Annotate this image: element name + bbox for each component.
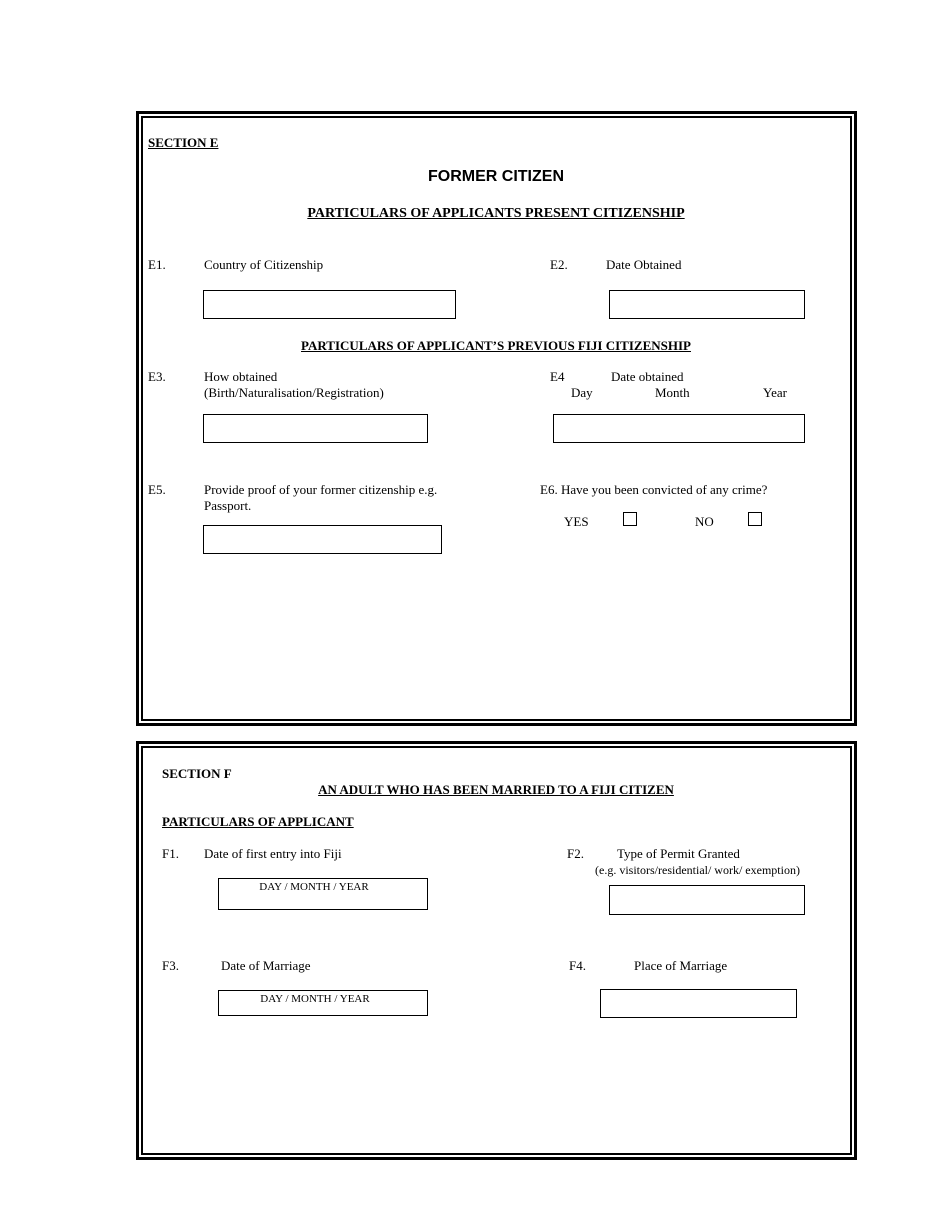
marriage-date-format: DAY / MONTH / YEAR <box>260 993 370 1005</box>
f1-label: Date of first entry into Fiji <box>204 846 342 861</box>
section-f-title: AN ADULT WHO HAS BEEN MARRIED TO A FIJI CITIZEN <box>318 782 674 797</box>
e4-month-label: Month <box>655 385 690 400</box>
e4-day-label: Day <box>571 385 593 400</box>
date-obtained-field[interactable] <box>609 290 805 319</box>
e3-label: How obtained <box>204 369 278 384</box>
proof-of-citizenship-field[interactable] <box>203 525 442 554</box>
e6-no-checkbox[interactable] <box>748 512 762 526</box>
f3-label: Date of Marriage <box>221 958 311 973</box>
previous-date-obtained-field[interactable] <box>553 414 805 443</box>
previous-citizenship-subtitle: PARTICULARS OF APPLICANT’S PREVIOUS FIJI CITIZENSHIP <box>301 338 691 353</box>
e4-label: Date obtained <box>611 369 684 384</box>
f4-label: Place of Marriage <box>634 958 728 973</box>
permit-type-field[interactable] <box>609 885 805 915</box>
section-f-heading: SECTION F <box>162 766 232 781</box>
f1-number: F1. <box>162 846 179 861</box>
e2-number: E2. <box>550 257 568 272</box>
section-e-heading: SECTION E <box>148 135 219 150</box>
e2-label: Date Obtained <box>606 257 682 272</box>
place-of-marriage-field[interactable] <box>600 989 797 1018</box>
e6-yes-label: YES <box>564 514 589 529</box>
e5-label-line2: Passport. <box>204 498 252 513</box>
e6-label: E6. Have you been convicted of any crime? <box>540 482 768 497</box>
f3-number: F3. <box>162 958 179 973</box>
f2-sublabel: (e.g. visitors/residential/ work/ exemption) <box>595 863 800 877</box>
f2-number: F2. <box>567 846 584 861</box>
how-obtained-field[interactable] <box>203 414 428 443</box>
e4-year-label: Year <box>763 385 787 400</box>
e3-sublabel: (Birth/Naturalisation/Registration) <box>204 385 384 400</box>
e6-yes-checkbox[interactable] <box>623 512 637 526</box>
first-entry-date-format: DAY / MONTH / YEAR <box>259 881 369 893</box>
e4-number: E4 <box>550 369 565 384</box>
e1-label: Country of Citizenship <box>204 257 324 272</box>
country-of-citizenship-field[interactable] <box>203 290 456 319</box>
f2-label: Type of Permit Granted <box>617 846 740 861</box>
first-entry-date-field[interactable] <box>218 878 428 910</box>
e3-number: E3. <box>148 369 166 384</box>
particulars-of-applicant-subtitle: PARTICULARS OF APPLICANT <box>162 814 354 829</box>
marriage-date-field[interactable] <box>218 990 428 1016</box>
e5-label-line1: Provide proof of your former citizenship e.g. <box>204 482 438 497</box>
e6-no-label: NO <box>695 514 714 529</box>
f4-number: F4. <box>569 958 586 973</box>
present-citizenship-subtitle: PARTICULARS OF APPLICANTS PRESENT CITIZENSHIP <box>307 206 685 221</box>
section-e-title: FORMER CITIZEN <box>428 168 564 185</box>
e1-number: E1. <box>148 257 166 272</box>
e5-number: E5. <box>148 482 166 497</box>
